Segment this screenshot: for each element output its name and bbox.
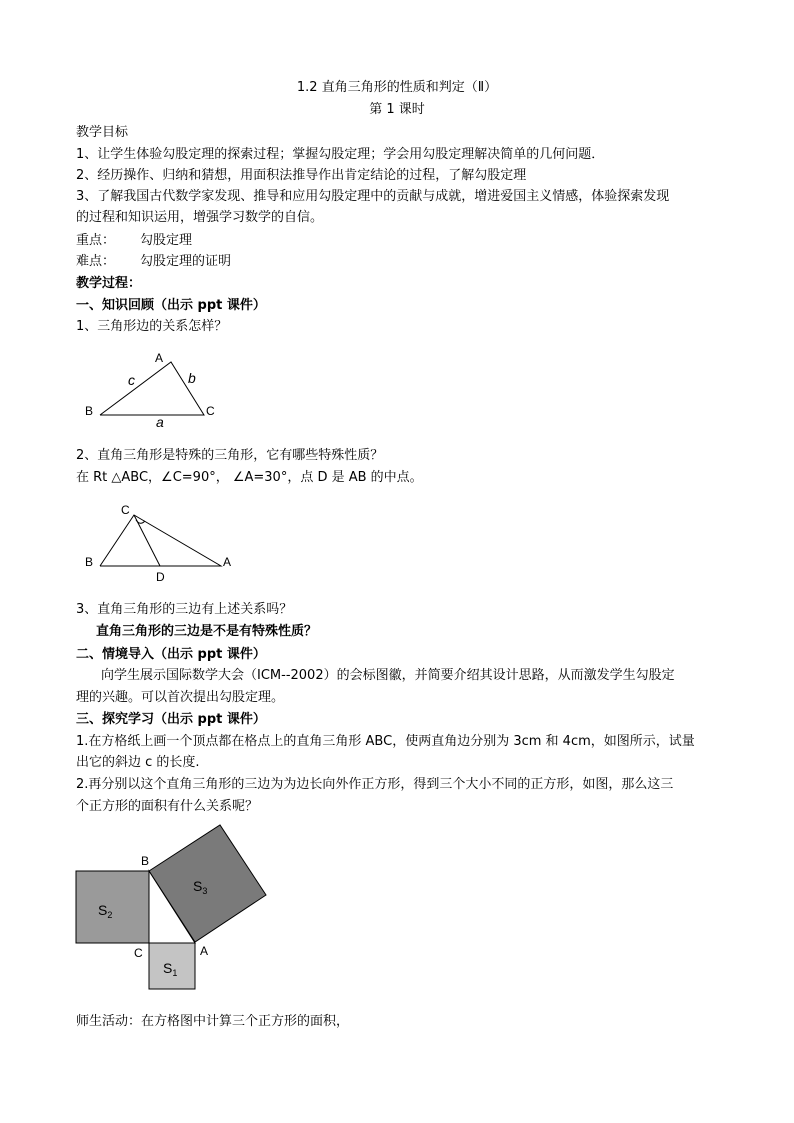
area-label-s1: $S_1$ bbox=[163, 960, 178, 978]
vertex-label: A bbox=[200, 944, 209, 958]
vertex-label: D bbox=[156, 570, 165, 584]
side-label: c bbox=[128, 372, 135, 388]
section-heading: 一、知识回顾（出示 ppt 课件） bbox=[76, 298, 266, 313]
goal-item: 1、让学生体验勾股定理的探索过程；掌握勾股定理；学会用勾股定理解决简单的几何问题． bbox=[76, 147, 605, 162]
question: 3、直角三角形的三边有上述关系吗？ bbox=[76, 602, 293, 617]
difficulty-label: 难点： bbox=[76, 254, 116, 269]
paragraph-line: 2.再分别以这个直角三角形的三边为为边长向外作正方形，得到三个大小不同的正方形，如图，那么这三 bbox=[76, 777, 674, 792]
key-point-value: 勾股定理 bbox=[140, 233, 193, 248]
area-label-s3: $S_3$ bbox=[193, 878, 208, 896]
vertex-label: A bbox=[155, 351, 164, 365]
paragraph-line: 理的兴趣。可以首次提出勾股定理。 bbox=[76, 690, 285, 705]
side-label: b bbox=[188, 370, 196, 386]
section-heading: 二、情境导入（出示 ppt 课件） bbox=[76, 647, 266, 662]
paragraph-line: 出它的斜边 c 的长度. bbox=[76, 755, 200, 770]
question: 2、直角三角形是特殊的三角形，它有哪些特殊性质？ bbox=[76, 448, 384, 463]
page-subtitle: 第 1 课时 bbox=[369, 102, 425, 117]
side-label: a bbox=[156, 414, 164, 430]
vertex-label: B bbox=[141, 854, 150, 868]
process-heading: 教学过程： bbox=[76, 276, 142, 291]
paragraph-line: 向学生展示国际数学大会（ICM--2002）的会标图徽，并简要介绍其设计思路，从而激发学生勾股定 bbox=[101, 668, 675, 683]
section-heading: 三、探究学习（出示 ppt 课件） bbox=[76, 712, 266, 727]
goal-item: 的过程和知识运用，增强学习数学的自信。 bbox=[76, 210, 324, 225]
question-emphasis: 直角三角形的三边是不是有特殊性质？ bbox=[96, 624, 318, 639]
paragraph-line: 1.在方格纸上画一个顶点都在格点上的直角三角形 ABC，使两直角边分别为 3cm 和 4cm，如图所示，试量 bbox=[76, 734, 695, 749]
area-label-s2: $S_2$ bbox=[98, 902, 113, 920]
paragraph-line: 个正方形的面积有什么关系呢？ bbox=[76, 799, 259, 814]
vertex-label: C bbox=[206, 404, 215, 418]
question: 1、三角形边的关系怎样？ bbox=[76, 319, 228, 334]
condition-text: 在 Rt △ABC，∠C=90°， ∠A=30°，点 D 是 AB 的中点。 bbox=[76, 470, 423, 485]
right-triangle-figure bbox=[76, 500, 246, 585]
vertex-label: C bbox=[134, 946, 143, 960]
triangle-abc-figure bbox=[76, 345, 236, 430]
vertex-label: B bbox=[85, 555, 94, 569]
pythagorean-squares-figure bbox=[70, 818, 280, 993]
vertex-label: B bbox=[85, 404, 94, 418]
vertex-label: C bbox=[121, 503, 130, 517]
key-point-label: 重点： bbox=[76, 233, 116, 248]
goal-item: 2、经历操作、归纳和猜想，用面积法推导作出肯定结论的过程，了解勾股定理 bbox=[76, 168, 527, 183]
vertex-label: A bbox=[223, 555, 232, 569]
activity-text: 师生活动：在方格图中计算三个正方形的面积， bbox=[76, 1014, 350, 1029]
difficulty-value: 勾股定理的证明 bbox=[140, 254, 232, 269]
page-title: 1.2 直角三角形的性质和判定（Ⅱ） bbox=[296, 80, 498, 95]
goal-item: 3、了解我国古代数学家发现、推导和应用勾股定理中的贡献与成就，增进爱国主义情感，体验探索发现 bbox=[76, 189, 670, 204]
goals-heading: 教学目标 bbox=[76, 125, 129, 140]
